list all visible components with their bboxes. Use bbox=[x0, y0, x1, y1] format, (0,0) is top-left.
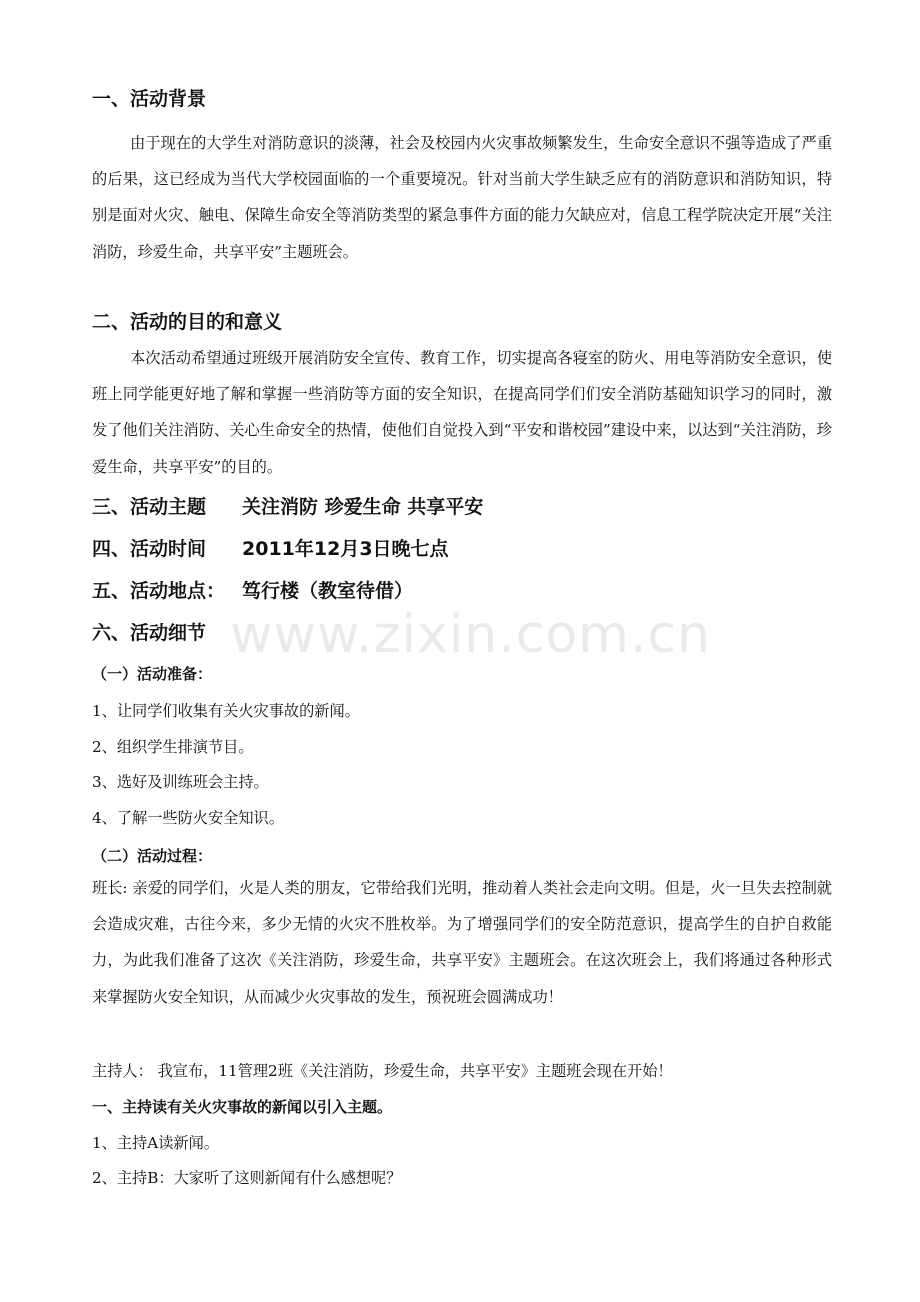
step-1-item-1: 1、主持A读新闻。 bbox=[92, 1134, 219, 1152]
step-1-heading: 一、主持读有关火灾事故的新闻以引入主题。 bbox=[92, 1098, 393, 1116]
prep-item-4: 4、了解一些防火安全知识。 bbox=[92, 809, 284, 827]
location-value: 笃行楼（教室待借） bbox=[242, 580, 414, 602]
prep-item-1: 1、让同学们收集有关火灾事故的新闻。 bbox=[92, 702, 360, 720]
prep-item-2: 2、组织学生排演节目。 bbox=[92, 738, 254, 756]
heading-time: 四、活动时间 2011年12月3日晚七点 bbox=[92, 538, 449, 560]
theme-value: 关注消防 珍爱生命 共享平安 bbox=[242, 496, 484, 518]
heading-background: 一、活动背景 bbox=[92, 88, 207, 110]
time-value: 2011年12月3日晚七点 bbox=[242, 538, 449, 560]
subheading-process: （二）活动过程： bbox=[92, 847, 213, 865]
heading-purpose: 二、活动的目的和意义 bbox=[92, 311, 283, 333]
watermark: www.zixin.com.cn bbox=[230, 605, 711, 665]
heading-location: 五、活动地点： 笃行楼（教室待借） bbox=[92, 580, 414, 602]
heading-theme: 三、活动主题 关注消防 珍爱生命 共享平安 bbox=[92, 496, 484, 518]
subheading-preparation: （一）活动准备： bbox=[92, 665, 213, 683]
paragraph-monitor-speech: 班长: 亲爱的同学们，火是人类的朋友，它带给我们光明，推动着人类社会走向文明。但是，火一旦失去控制就会造成灾难，古往今来，多少无情的火灾不胜枚举。为了增强同学们的安全防范意识，提高学生的自护自救能力，为此我们准备了这次《关注消防，珍爱生命，共享平安》主题班会。在这次班会上，我们将通过各种形式来掌握防火安全知识，从而减少火灾事故的发生，预祝班会圆满成功！ bbox=[92, 879, 832, 1006]
step-1-item-2: 2、主持B：大家听了这则新闻有什么感想呢？ bbox=[92, 1169, 402, 1187]
paragraph-purpose: 本次活动希望通过班级开展消防安全宣传、教育工作，切实提高各寝室的防火、用电等消防安全意识，使班上同学能更好地了解和掌握一些消防等方面的安全知识，在提高同学们们安全消防基础知识学习的同时，激发了他们关注消防、关心生命安全的热情，使他们自觉投入到“平安和谐校园”建设中来，以达到“关注消防，珍爱生命，共享平安”的目的。 bbox=[92, 349, 832, 476]
paragraph-background: 由于现在的大学生对消防意识的淡薄，社会及校园内火灾事故频繁发生，生命安全意识不强等造成了严重的后果，这已经成为当代大学校园面临的一个重要境况。针对当前大学生缺乏应有的消防意识和消防知识，特别是面对火灾、触电、保障生命安全等消防类型的紧急事件方面的能力欠缺应对，信息工程学院决定开展“关注消防，珍爱生命，共享平安”主题班会。 bbox=[92, 134, 832, 261]
prep-item-3: 3、选好及训练班会主持。 bbox=[92, 773, 269, 791]
heading-details: 六、活动细节 bbox=[92, 622, 207, 644]
host-announcement: 主持人： 我宣布，11管理2班《关注消防，珍爱生命，共享平安》主题班会现在开始！ bbox=[92, 1062, 673, 1080]
